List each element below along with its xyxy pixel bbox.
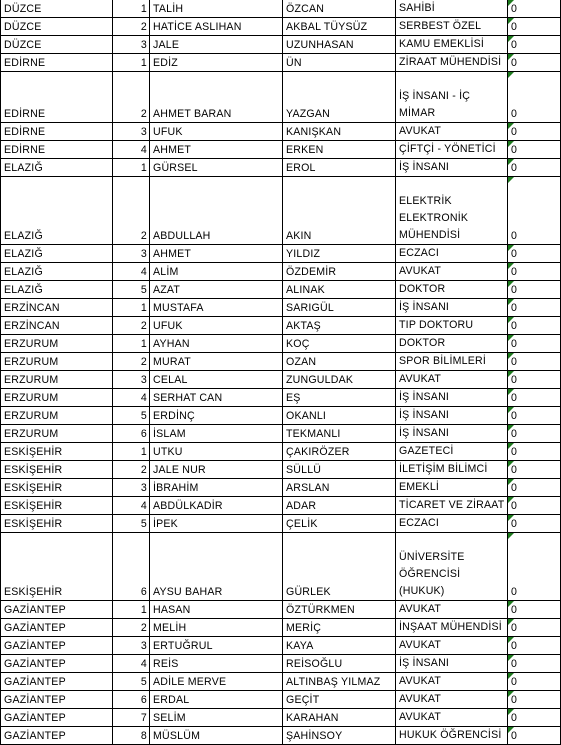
occupation-cell[interactable]: AVUKAT [396,673,508,691]
table-row [1,299,561,317]
occupation-cell[interactable]: ÜNİVERSİTE ÖĞRENCİSİ (HUKUK) [396,533,508,601]
first-name-cell[interactable]: ALİM [150,263,283,281]
first-name-cell[interactable]: ERTUĞRUL [150,637,283,655]
city-cell[interactable]: ERZURUM [1,425,113,443]
value-cell[interactable]: 0 [508,72,561,123]
city-cell[interactable]: ERZURUM [1,389,113,407]
table-row [1,123,561,141]
city-cell[interactable]: ERZURUM [1,407,113,425]
table-row [1,353,561,371]
first-name-cell[interactable]: MURAT [150,353,283,371]
surname-cell[interactable]: AKBAL TÜYSÜZ [283,18,396,36]
first-name-cell[interactable]: İPEK [150,515,283,533]
city-cell[interactable]: GAZİANTEP [1,727,113,745]
rank-cell[interactable]: 2 [113,72,150,123]
occupation-cell[interactable]: AVUKAT [396,601,508,619]
city-cell[interactable]: ESKİŞEHİR [1,533,113,601]
value-cell[interactable]: 0 [508,709,561,727]
table-body [1,0,561,745]
value-cell[interactable]: 0 [508,637,561,655]
first-name-cell[interactable]: JALE NUR [150,461,283,479]
value-cell[interactable]: 0 [508,18,561,36]
table-row [1,619,561,637]
surname-cell[interactable]: OKANLI [283,407,396,425]
surname-cell[interactable]: ALTINBAŞ YILMAZ [283,673,396,691]
occupation-cell[interactable]: AVUKAT [396,709,508,727]
city-cell[interactable]: EDİRNE [1,54,113,72]
rank-cell[interactable]: 5 [113,407,150,425]
table-row [1,0,561,18]
occupation-cell[interactable]: İŞ İNSANI [396,407,508,425]
first-name-cell[interactable]: EDİZ [150,54,283,72]
value-cell[interactable]: 0 [508,371,561,389]
first-name-cell[interactable]: AHMET BARAN [150,72,283,123]
value-cell[interactable]: 0 [508,407,561,425]
first-name-cell[interactable]: MUSTAFA [150,299,283,317]
occupation-cell[interactable]: KAMU EMEKLİSİ [396,36,508,54]
value-cell[interactable]: 0 [508,36,561,54]
first-name-cell[interactable]: JALE [150,36,283,54]
surname-cell[interactable]: YAZGAN [283,72,396,123]
table-row [1,727,561,745]
city-cell[interactable]: GAZİANTEP [1,709,113,727]
city-cell[interactable]: ERZİNCAN [1,317,113,335]
occupation-cell[interactable]: İŞ İNSANI - İÇ MİMAR [396,72,508,123]
table-row [1,461,561,479]
table-row [1,335,561,353]
value-cell[interactable]: 0 [508,159,561,177]
surname-cell[interactable]: ZUNGULDAK [283,371,396,389]
value-cell[interactable]: 0 [508,727,561,745]
first-name-cell[interactable]: SERHAT CAN [150,389,283,407]
rank-cell[interactable]: 3 [113,245,150,263]
value-cell[interactable]: 0 [508,425,561,443]
value-cell[interactable]: 0 [508,263,561,281]
rank-cell[interactable]: 1 [113,443,150,461]
value-cell[interactable]: 0 [508,389,561,407]
surname-cell[interactable]: AKIN [283,177,396,245]
occupation-cell[interactable]: EMEKLİ [396,479,508,497]
city-cell[interactable]: GAZİANTEP [1,619,113,637]
table-row [1,159,561,177]
city-cell[interactable]: ESKİŞEHİR [1,461,113,479]
first-name-cell[interactable]: AYSU BAHAR [150,533,283,601]
rank-cell[interactable]: 3 [113,36,150,54]
occupation-cell[interactable]: TİCARET VE ZİRAAT [396,497,508,515]
value-cell[interactable]: 0 [508,123,561,141]
surname-cell[interactable]: ÖZTÜRKMEN [283,601,396,619]
first-name-cell[interactable]: AZAT [150,281,283,299]
rank-cell[interactable]: 6 [113,425,150,443]
first-name-cell[interactable]: İSLAM [150,425,283,443]
value-cell[interactable]: 0 [508,299,561,317]
surname-cell[interactable]: REİSOĞLU [283,655,396,673]
value-cell[interactable]: 0 [508,177,561,245]
rank-cell[interactable]: 7 [113,709,150,727]
rank-cell[interactable]: 3 [113,637,150,655]
city-cell[interactable]: DÜZCE [1,36,113,54]
rank-cell[interactable]: 6 [113,533,150,601]
table-row [1,177,561,245]
surname-cell[interactable]: ŞAHİNSOY [283,727,396,745]
surname-cell[interactable]: TEKMANLI [283,425,396,443]
city-cell[interactable]: EDİRNE [1,141,113,159]
occupation-cell[interactable]: DOKTOR [396,335,508,353]
table-row [1,263,561,281]
first-name-cell[interactable]: TALİH [150,0,283,18]
surname-cell[interactable]: KOÇ [283,335,396,353]
occupation-cell[interactable]: SPOR BİLİMLERİ [396,353,508,371]
table-row [1,673,561,691]
first-name-cell[interactable]: CELAL [150,371,283,389]
rank-cell[interactable]: 1 [113,0,150,18]
surname-cell[interactable]: ÇELİK [283,515,396,533]
city-cell[interactable]: ESKİŞEHİR [1,497,113,515]
rank-cell[interactable]: 1 [113,54,150,72]
city-cell[interactable]: EDİRNE [1,123,113,141]
surname-cell[interactable]: KAYA [283,637,396,655]
city-cell[interactable]: ESKİŞEHİR [1,515,113,533]
value-cell[interactable]: 0 [508,533,561,601]
table-row [1,479,561,497]
occupation-cell[interactable]: TIP DOKTORU [396,317,508,335]
occupation-cell[interactable]: İŞ İNSANI [396,389,508,407]
surname-cell[interactable]: ÇAKIRÖZER [283,443,396,461]
city-cell[interactable]: DÜZCE [1,0,113,18]
occupation-cell[interactable]: İŞ İNSANI [396,159,508,177]
surname-cell[interactable]: YILDIZ [283,245,396,263]
occupation-cell[interactable]: ECZACI [396,245,508,263]
table-row [1,36,561,54]
first-name-cell[interactable]: ERDİNÇ [150,407,283,425]
city-cell[interactable]: ERZURUM [1,335,113,353]
first-name-cell[interactable]: UFUK [150,317,283,335]
table-row [1,425,561,443]
first-name-cell[interactable]: REİS [150,655,283,673]
value-cell[interactable]: 0 [508,619,561,637]
surname-cell[interactable]: AKTAŞ [283,317,396,335]
rank-cell[interactable]: 8 [113,727,150,745]
rank-cell[interactable]: 4 [113,141,150,159]
surname-cell[interactable]: ALINAK [283,281,396,299]
value-cell[interactable]: 0 [508,443,561,461]
city-cell[interactable]: ELAZIĞ [1,159,113,177]
rank-cell[interactable]: 1 [113,159,150,177]
rank-cell[interactable]: 2 [113,619,150,637]
occupation-cell[interactable]: ELEKTRİK ELEKTRONİK MÜHENDİSİ [396,177,508,245]
rank-cell[interactable]: 5 [113,515,150,533]
surname-cell[interactable]: ADAR [283,497,396,515]
occupation-cell[interactable]: İŞ İNSANI [396,655,508,673]
surname-cell[interactable]: EŞ [283,389,396,407]
city-cell[interactable]: GAZİANTEP [1,601,113,619]
rank-cell[interactable]: 4 [113,263,150,281]
rank-cell[interactable]: 1 [113,335,150,353]
table-row [1,407,561,425]
first-name-cell[interactable]: HASAN [150,601,283,619]
table-row [1,443,561,461]
table-row [1,691,561,709]
table-row [1,371,561,389]
rank-cell[interactable]: 4 [113,389,150,407]
occupation-cell[interactable]: GAZETECİ [396,443,508,461]
value-cell[interactable]: 0 [508,281,561,299]
value-cell[interactable]: 0 [508,655,561,673]
city-cell[interactable]: ERZURUM [1,371,113,389]
value-cell[interactable]: 0 [508,515,561,533]
table-row [1,141,561,159]
city-cell[interactable]: ELAZIĞ [1,177,113,245]
value-cell[interactable]: 0 [508,673,561,691]
value-cell[interactable]: 0 [508,461,561,479]
surname-cell[interactable]: KARAHAN [283,709,396,727]
value-cell[interactable]: 0 [508,317,561,335]
city-cell[interactable]: GAZİANTEP [1,655,113,673]
occupation-cell[interactable]: AVUKAT [396,691,508,709]
city-cell[interactable]: GAZİANTEP [1,637,113,655]
table-row [1,389,561,407]
occupation-cell[interactable]: DOKTOR [396,281,508,299]
table-row [1,281,561,299]
city-cell[interactable]: ELAZIĞ [1,245,113,263]
surname-cell[interactable]: SÜLLÜ [283,461,396,479]
table-row [1,497,561,515]
first-name-cell[interactable]: AHMET [150,245,283,263]
city-cell[interactable]: GAZİANTEP [1,673,113,691]
table-row [1,18,561,36]
rank-cell[interactable]: 4 [113,655,150,673]
table-row [1,515,561,533]
occupation-cell[interactable]: ÇİFTÇİ - YÖNETİCİ [396,141,508,159]
surname-cell[interactable]: ARSLAN [283,479,396,497]
surname-cell[interactable]: ÖZDEMİR [283,263,396,281]
occupation-cell[interactable]: ZİRAAT MÜHENDİSİ [396,54,508,72]
occupation-cell[interactable]: SAHİBİ [396,0,508,18]
value-cell[interactable]: 0 [508,0,561,18]
occupation-cell[interactable]: İNŞAAT MÜHENDİSİ [396,619,508,637]
value-cell[interactable]: 0 [508,141,561,159]
rank-cell[interactable]: 1 [113,601,150,619]
value-cell[interactable]: 0 [508,497,561,515]
table-row [1,709,561,727]
city-cell[interactable]: DÜZCE [1,18,113,36]
first-name-cell[interactable]: ABDÜLKADİR [150,497,283,515]
first-name-cell[interactable]: MÜSLÜM [150,727,283,745]
table-row [1,245,561,263]
value-cell[interactable]: 0 [508,691,561,709]
surname-cell[interactable]: ERKEN [283,141,396,159]
rank-cell[interactable]: 3 [113,479,150,497]
value-cell[interactable]: 0 [508,54,561,72]
city-cell[interactable]: ELAZIĞ [1,281,113,299]
city-cell[interactable]: ERZİNCAN [1,299,113,317]
rank-cell[interactable]: 2 [113,461,150,479]
surname-cell[interactable]: UZUNHASAN [283,36,396,54]
city-cell[interactable]: ELAZIĞ [1,263,113,281]
table-row [1,655,561,673]
first-name-cell[interactable]: ERDAL [150,691,283,709]
surname-cell[interactable]: GEÇİT [283,691,396,709]
surname-cell[interactable]: OZAN [283,353,396,371]
city-cell[interactable]: ERZURUM [1,353,113,371]
surname-cell[interactable]: EROL [283,159,396,177]
table-row [1,533,561,601]
surname-cell[interactable]: KANIŞKAN [283,123,396,141]
occupation-cell[interactable]: İŞ İNSANI [396,299,508,317]
surname-cell[interactable]: ÖZCAN [283,0,396,18]
surname-cell[interactable]: SARIGÜL [283,299,396,317]
rank-cell[interactable]: 3 [113,371,150,389]
first-name-cell[interactable]: HATİCE ASLIHAN [150,18,283,36]
surname-cell[interactable]: GÜRLEK [283,533,396,601]
city-cell[interactable]: ESKİŞEHİR [1,479,113,497]
value-cell[interactable]: 0 [508,479,561,497]
table-row [1,637,561,655]
city-cell[interactable]: GAZİANTEP [1,691,113,709]
occupation-cell[interactable]: İŞ İNSANI [396,425,508,443]
first-name-cell[interactable]: ADİLE MERVE [150,673,283,691]
occupation-cell[interactable]: İLETİŞİM BİLİMCİ [396,461,508,479]
occupation-cell[interactable]: AVUKAT [396,123,508,141]
rank-cell[interactable]: 2 [113,353,150,371]
first-name-cell[interactable]: SELİM [150,709,283,727]
table-row [1,54,561,72]
city-cell[interactable]: ESKİŞEHİR [1,443,113,461]
first-name-cell[interactable]: UFUK [150,123,283,141]
value-cell[interactable]: 0 [508,335,561,353]
rank-cell[interactable]: 3 [113,123,150,141]
surname-cell[interactable]: ÜN [283,54,396,72]
value-cell[interactable]: 0 [508,353,561,371]
first-name-cell[interactable]: ABDULLAH [150,177,283,245]
value-cell[interactable]: 0 [508,601,561,619]
occupation-cell[interactable]: AVUKAT [396,637,508,655]
rank-cell[interactable]: 2 [113,177,150,245]
first-name-cell[interactable]: AYHAN [150,335,283,353]
rank-cell[interactable]: 2 [113,317,150,335]
rank-cell[interactable]: 6 [113,691,150,709]
rank-cell[interactable]: 5 [113,673,150,691]
occupation-cell[interactable]: SERBEST ÖZEL [396,18,508,36]
rank-cell[interactable]: 1 [113,299,150,317]
rank-cell[interactable]: 5 [113,281,150,299]
first-name-cell[interactable]: AHMET [150,141,283,159]
occupation-cell[interactable]: ECZACI [396,515,508,533]
rank-cell[interactable]: 2 [113,18,150,36]
city-cell[interactable]: EDİRNE [1,72,113,123]
first-name-cell[interactable]: MELİH [150,619,283,637]
first-name-cell[interactable]: UTKU [150,443,283,461]
rank-cell[interactable]: 4 [113,497,150,515]
occupation-cell[interactable]: HUKUK ÖĞRENCİSİ [396,727,508,745]
occupation-cell[interactable]: AVUKAT [396,263,508,281]
first-name-cell[interactable]: GÜRSEL [150,159,283,177]
table-row [1,601,561,619]
first-name-cell[interactable]: İBRAHİM [150,479,283,497]
table-row [1,317,561,335]
surname-cell[interactable]: MERİÇ [283,619,396,637]
table-row [1,72,561,123]
occupation-cell[interactable]: AVUKAT [396,371,508,389]
value-cell[interactable]: 0 [508,245,561,263]
